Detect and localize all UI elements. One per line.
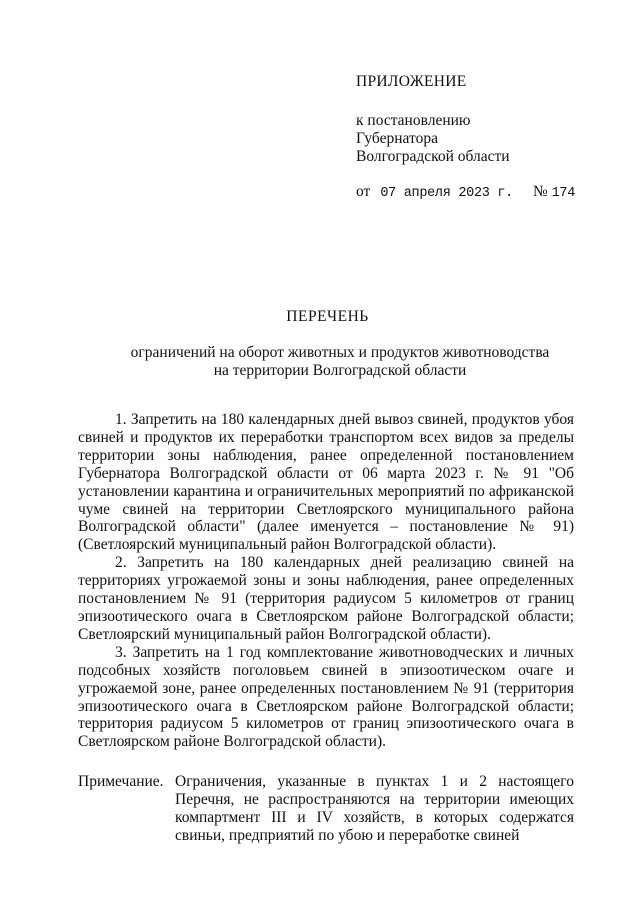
decree-reference xyxy=(356,183,575,201)
appendix-title: ПРИЛОЖЕНИЕ xyxy=(356,73,467,90)
appendix-line-2: Губернатора xyxy=(356,130,438,147)
decree-number: 174 xyxy=(551,186,576,201)
document-title: ПЕРЕЧЕНЬ xyxy=(286,308,369,325)
list-item-1: 1. Запретить на 180 календарных дней вывоз свиней, продуктов убоя свиней и продуктов их переработки транспортом всех видов за пределы территории зоны наблюдения, ранее определенной постановлением Губернатора Волгоградской области от 06 марта 2023 г. № 91 "Об установлении карантина и ограничительных мероприятий по африканской чуме свиней на территории Светлоярского муниципального района Волгоградской области" (далее именуется – постановление № 91) (Светлоярский муниципальный район Волгоградской области). xyxy=(78,411,574,554)
document-subtitle xyxy=(80,344,600,380)
list-item-3: 3. Запретить на 1 год комплектование животноводческих и личных подсобных хозяйств поголовьем свиней в эпизоотическом очаге и угрожаемой зоне, ранее определенных постановлением № 91 (территория эпизоотического очага в Светлоярском районе Волгоградской области; территория радиусом 5 километров от границ эпизоотического очага в Светлоярском районе Волгоградской области). xyxy=(78,643,574,751)
list-item-2: 2. Запретить на 180 календарных дней реализацию свиней на территориях угрожаемой зоны и зоны наблюдения, ранее определенных постановлением № 91 (территория радиусом 5 километров от границ эпизоотического очага в Светлоярском районе Волгоградской области; Светлоярский муниципальный район Волгоградской области). xyxy=(78,554,574,643)
decree-from-label: от xyxy=(356,183,371,200)
appendix-line-1: к постановлению xyxy=(356,112,471,129)
note-label: Примечание. xyxy=(78,773,164,790)
note-text: Ограничения, указанные в пунктах 1 и 2 настоящего Перечня, не распространяются на территории имеющих компартмент III и IV хозяйств, в которых содержатся свиньи, предприятий по убою и переработке свиней xyxy=(175,773,574,844)
appendix-line-3: Волгоградской области xyxy=(356,148,510,165)
decree-number-label: № xyxy=(532,183,548,200)
restrictions-list xyxy=(78,411,574,751)
decree-date: 07 апреля 2023 г. xyxy=(380,186,513,201)
subtitle-line-2: на территории Волгоградской области xyxy=(213,362,467,379)
subtitle-line-1: ограничений на оборот животных и продуктов животноводства xyxy=(130,344,550,361)
